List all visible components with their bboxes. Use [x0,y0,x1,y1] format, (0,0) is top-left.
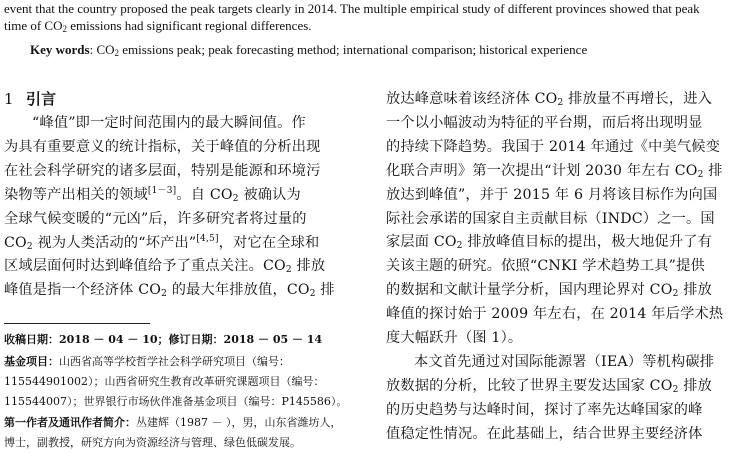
body-line: 放达到峰值”，并于 2015 年 6 月将该目标作为向国 [386,186,718,203]
body-line: 的数据和文献计量学分析，国内理论界对 $CO_2$ 排放 [386,282,713,300]
body-line: 本文首先通过对国际能源署（IEA）等机构碳排 [414,353,715,370]
body-line: 值稳定性情况。在此基础上，结合世界主要经济体 [386,425,703,442]
body-line: 在社会科学研究的诸多层面，特别是能源和环境污 [4,162,321,179]
section-number: 1 [4,90,14,108]
footnote-funding: 115544901002）；山西省研究生教育改革研究课题项目（编号： [4,375,325,388]
section-title: 引言 [26,90,57,108]
footnote-funding: 基金项目：山西省高等学校哲学社会科学研究项目（编号： [4,355,290,368]
body-line: 放达峰意味着该经济体 $CO_2$ 排放量不再增长，进入 [386,91,713,108]
author-label: 第一作者及通讯作者简介： [4,416,136,429]
body-line: 关该主题的研究。依照“CNKI 学术趋势工具”提供 [386,258,705,275]
footnote-author: 博士，副教授，研究方向为资源经济与管理、绿色低碳发展。 [4,436,301,449]
body-line: $CO_2$ 视为人类活动的“坏产出”[4,5]，对它在全球和 [4,233,320,252]
body-line: 区域层面何时达到峰值给予了重点关注。$CO_2$ 排放 [4,258,326,276]
body-line: 放数据的分析，比较了世界主要发达国家 $CO_2$ 排放 [386,377,713,395]
funding-label: 基金项目： [4,355,59,368]
body-line: 染物等产出相关的领域[1－3]。自 $CO_2$ 被确认为 [4,185,301,204]
body-line: 为具有重要意义的统计指标，关于峰值的分析出现 [4,138,321,155]
english-abstract [4,0,739,58]
section-heading [4,90,356,108]
body-line: 全球气候变暖的“元凶”后，许多研究者将过量的 [4,210,307,227]
body-line: “峰值”即一定时间范围内的最大瞬间值。作 [32,115,306,131]
body-line: 峰值的探讨始于 2009 年左右，在 2014 年后学术热 [386,306,724,323]
body-line: 峰值是指一个经济体 $CO_2$ 的最大年排放值，$CO_2$ 排 [4,282,335,300]
body-line: 化联合声明》第一次提出“计划 2030 年左右 $CO_2$ 排 [386,162,723,180]
footnote-divider [4,323,150,324]
body-line: 一个以小幅波动为特征的平台期，而后将出现明显 [386,114,703,131]
left-column [4,90,356,303]
footnote-author: 第一作者及通讯作者简介：丛建辉（1987 － ），男，山东省潍坊人， [4,416,342,429]
abstract-line: time of $CO_2$ emissions had significant regional differences. [4,18,312,34]
body-line: 家层面 $CO_2$ 排放峰值目标的提出，极大地促升了有 [386,234,713,252]
body-line: 的持续下降趋势。我国于 2014 年通过《中美气候变 [386,138,721,155]
body-line: 的历史趋势与达峰时间，探讨了率先达峰国家的峰 [386,401,703,418]
english-keywords: Key words: $CO_2$ emissions peak; peak forecasting method; international comparison; historical experience [30,42,588,58]
body-line: 度大幅跃升（图 1）。 [386,330,523,347]
keywords-label: Key words [30,42,90,57]
footnote-dates: 收稿日期：2018 － 04 － 10；修订日期：2018 － 05 － 14 [4,333,323,346]
footnote-funding: 115544007）；世界银行市场伙伴准备基金项目（编号：P145586）。 [4,395,348,408]
abstract-line: event that the country proposed the peak targets clearly in 2014. The multiple empirical study of different provinces showed that peak [4,1,700,16]
body-line: 际社会承诺的国家自主贡献目标（INDC）之一。国 [386,210,715,227]
citation: [1－3] [147,185,177,196]
citation: [4,5] [196,233,219,244]
right-column [386,88,738,447]
